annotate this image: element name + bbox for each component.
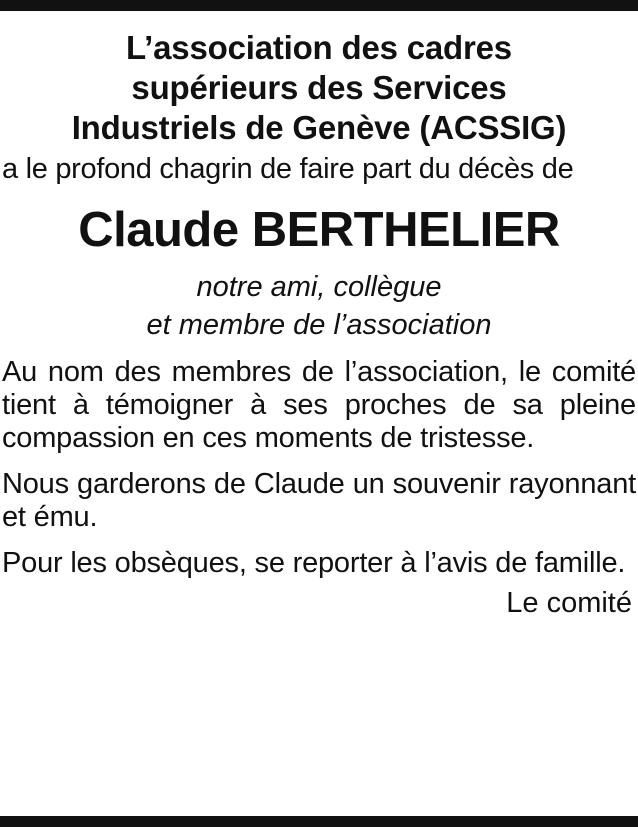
bottom-border-rule bbox=[0, 816, 638, 827]
deceased-name: Claude BERTHELIER bbox=[78, 203, 560, 257]
signature: Le comité bbox=[506, 587, 632, 619]
organization-line: supérieurs des Services bbox=[131, 69, 507, 106]
organization-name bbox=[2, 28, 636, 148]
memory-paragraph: Nous garderons de Claude un souvenir rayonnant et ému. bbox=[2, 468, 636, 533]
deceased-role bbox=[2, 268, 636, 344]
obituary-notice bbox=[0, 28, 638, 620]
organization-line: L’association des cadres bbox=[126, 29, 512, 66]
funeral-paragraph: Pour les obsèques, se reporter à l’avis de famille. bbox=[2, 547, 626, 579]
role-line: notre ami, collègue bbox=[196, 271, 442, 303]
organization-line: Industriels de Genève (ACSSIG) bbox=[71, 109, 567, 146]
announcement-intro: a le profond chagrin de faire part du décès de bbox=[2, 153, 574, 185]
role-line: et membre de l’association bbox=[146, 309, 492, 341]
condolence-paragraph: Au nom des membres de l’association, le comité tient à témoigner à ses proches de sa pleine compassion en ces moments de tristesse. bbox=[2, 356, 636, 454]
top-border-rule bbox=[0, 0, 638, 11]
